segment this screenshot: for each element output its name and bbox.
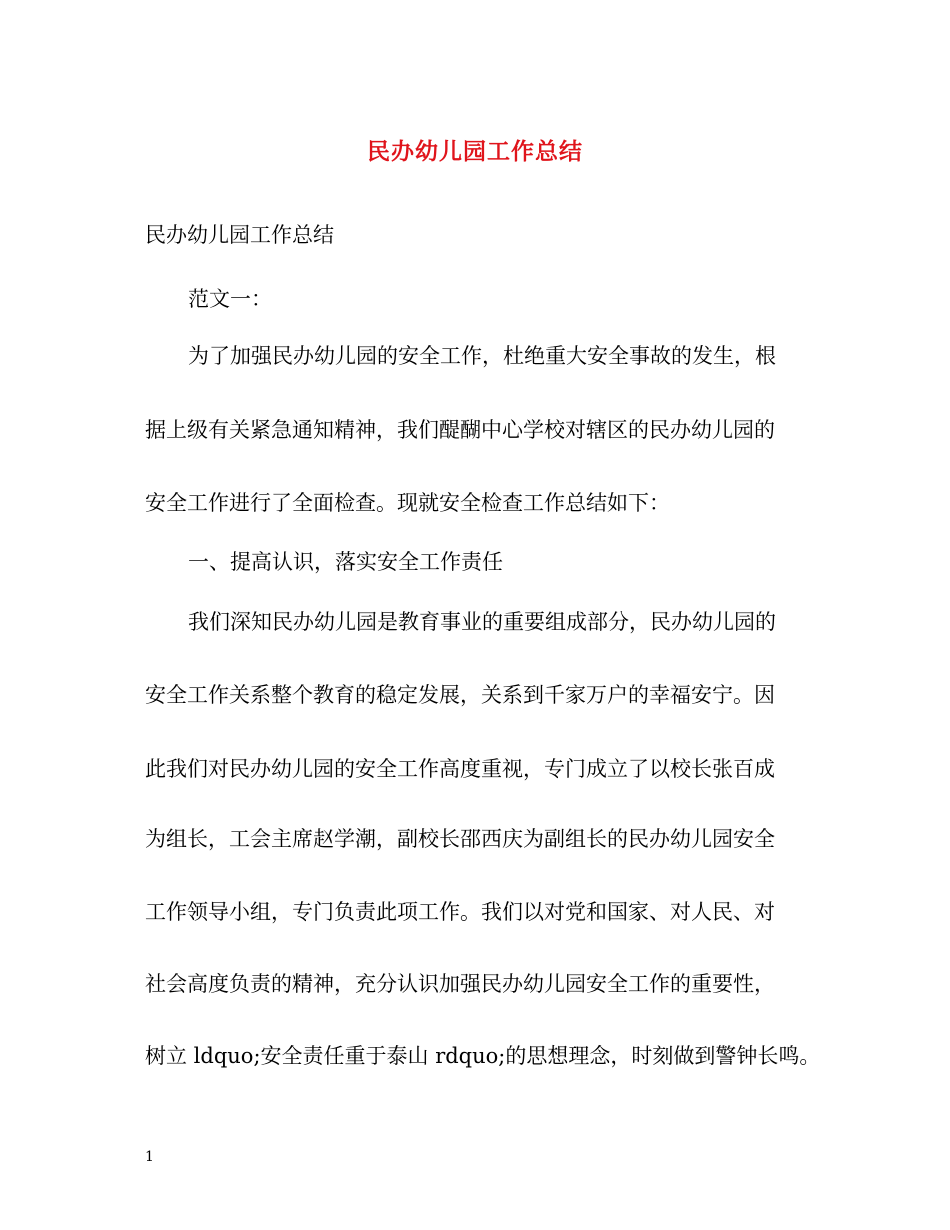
paragraph-line: 社会高度负责的精神，充分认识加强民办幼儿园安全工作的重要性， [145, 972, 775, 996]
document-title: 民办幼儿园工作总结 [367, 138, 583, 165]
paragraph-line: 树立 ldquo;安全责任重于泰山 rdquo;的思想理念，时刻做到警钟长鸣。 [145, 1044, 821, 1068]
section-label: 范文一： [188, 287, 272, 311]
paragraph-line: 我们深知民办幼儿园是教育事业的重要组成部分，民办幼儿园的 [188, 610, 776, 634]
paragraph-line: 据上级有关紧急通知精神，我们醍醐中心学校对辖区的民办幼儿园的 [145, 418, 775, 442]
page-number: 1 [145, 1149, 154, 1165]
paragraph-line: 此我们对民办幼儿园的安全工作高度重视，专门成立了以校长张百成 [145, 757, 775, 781]
paragraph-line: 安全工作进行了全面检查。现就安全检查工作总结如下： [145, 491, 670, 515]
document-subtitle: 民办幼儿园工作总结 [145, 223, 334, 247]
paragraph-line: 为了加强民办幼儿园的安全工作，杜绝重大安全事故的发生，根 [188, 344, 776, 368]
paragraph-line: 工作领导小组，专门负责此项工作。我们以对党和国家、对人民、对 [145, 900, 775, 924]
paragraph-line: 安全工作关系整个教育的稳定发展，关系到千家万户的幸福安宁。因 [145, 683, 775, 707]
section-heading: 一、提高认识，落实安全工作责任 [188, 550, 503, 574]
paragraph-line: 为组长，工会主席赵学潮，副校长邵西庆为副组长的民办幼儿园安全 [145, 827, 775, 851]
